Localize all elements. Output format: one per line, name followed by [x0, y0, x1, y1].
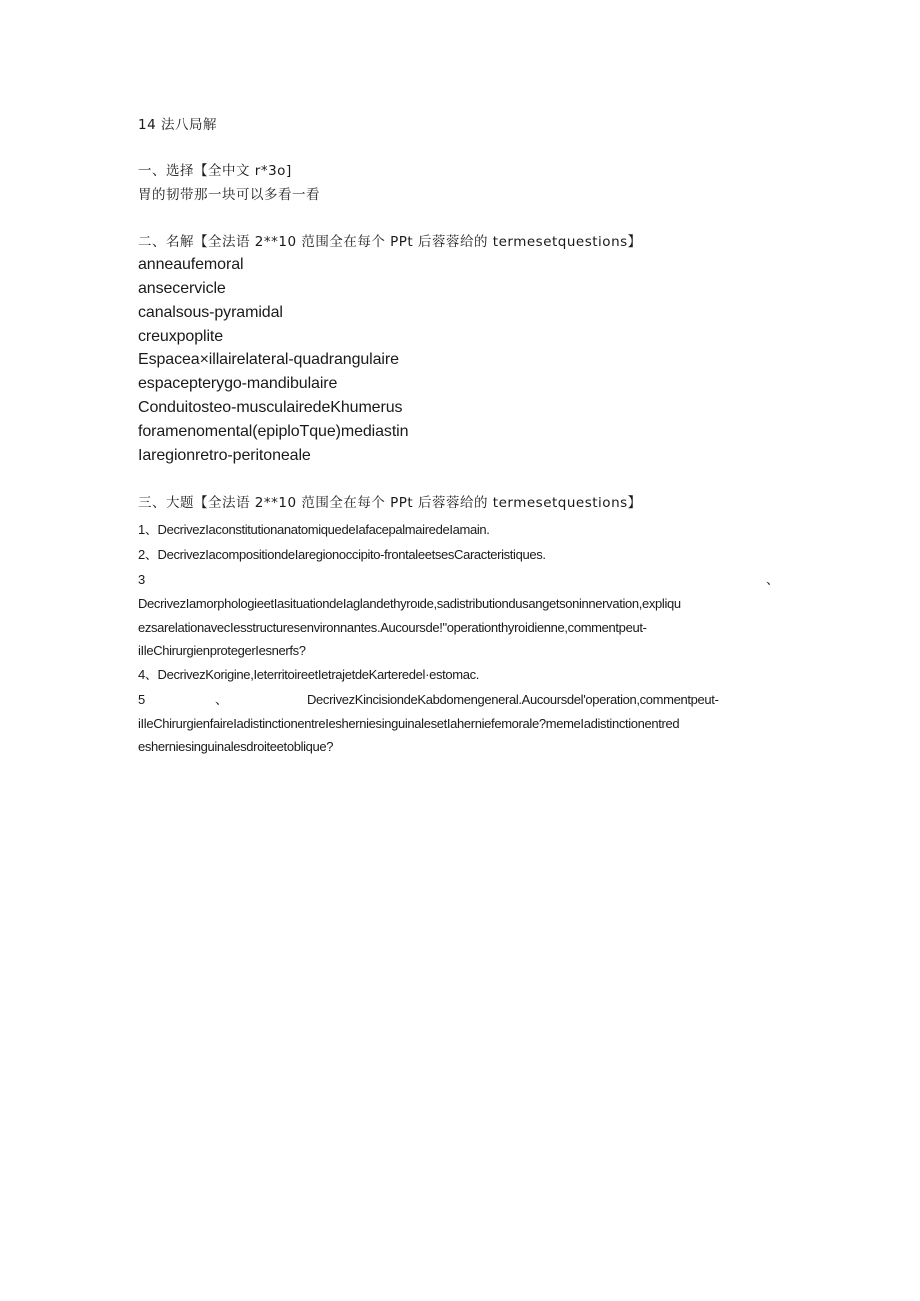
question-5-separator: 、 — [215, 692, 229, 707]
section1-text: 胃的韧带那一块可以多看一看 — [138, 187, 320, 203]
section2-heading: 二、名解【全法语 2**10 范围全在每个 PPt 后蓉蓉给的 termesetquestions】 — [138, 234, 642, 250]
term-item: Espacea×illairelateral-quadrangulaire — [138, 351, 399, 368]
question-3-line1: DecrivezIamorphologieetIasituationdeIaglandethyroιde,sadistributiondusangetsoninnervation,expliqu — [138, 596, 681, 611]
term-item: anneaufemoral — [138, 256, 244, 273]
question-4: 4、DecrivezKorigine,IeterritoireetIetrajetdeKarteredel·estomac. — [138, 667, 480, 682]
question-5-number: 5 — [138, 692, 146, 707]
term-item: canalsous-pyramidal — [138, 304, 283, 321]
term-item: espacepterygo-mandibulaire — [138, 375, 338, 392]
question-3-line2: ezsarelationavecIesstructuresenvironnantes.Aucoursde!"operationthyroidienne,commentpeut- — [138, 620, 647, 635]
section1-heading: 一、选择【全中文 r*3o] — [138, 163, 292, 179]
question-3-separator: 、 — [766, 572, 780, 587]
term-item: creuxpoplite — [138, 328, 224, 345]
term-item: Conduitosteo-musculairedeKhumerus — [138, 399, 403, 416]
question-5-line1: DecrivezKincisiondeKabdomengeneral.Aucoursdel'operation,commentpeut- — [307, 692, 719, 707]
question-1: 1、DecrivezIaconstitutionanatomiquedeIafacepalmairedeIamain. — [138, 522, 490, 537]
question-5-line2: iIleChirurgienfaireIadistinctionentreIesherniesinguinalesetIaherniefemorale?memeIadistinctionentred — [138, 716, 680, 731]
term-item: foramenomental(epiploTque)mediastin — [138, 423, 409, 440]
term-item: ansecervicle — [138, 280, 226, 297]
section3-heading: 三、大题【全法语 2**10 范围全在每个 PPt 后蓉蓉给的 termesetquestions】 — [138, 495, 642, 511]
question-3-line3: iIleChirurgienprotegerIesnerfs? — [138, 643, 306, 658]
question-3-number: 3 — [138, 572, 146, 587]
document-title: 14 法八局解 — [138, 117, 217, 133]
question-2: 2、DecrivezIacompositiondeIaregionoccipito-frontaleetsesCaracteristiques. — [138, 547, 546, 562]
term-item: Iaregionretro-peritoneale — [138, 447, 311, 464]
question-5-line3: esherniesinguinalesdroiteetoblique? — [138, 739, 334, 754]
